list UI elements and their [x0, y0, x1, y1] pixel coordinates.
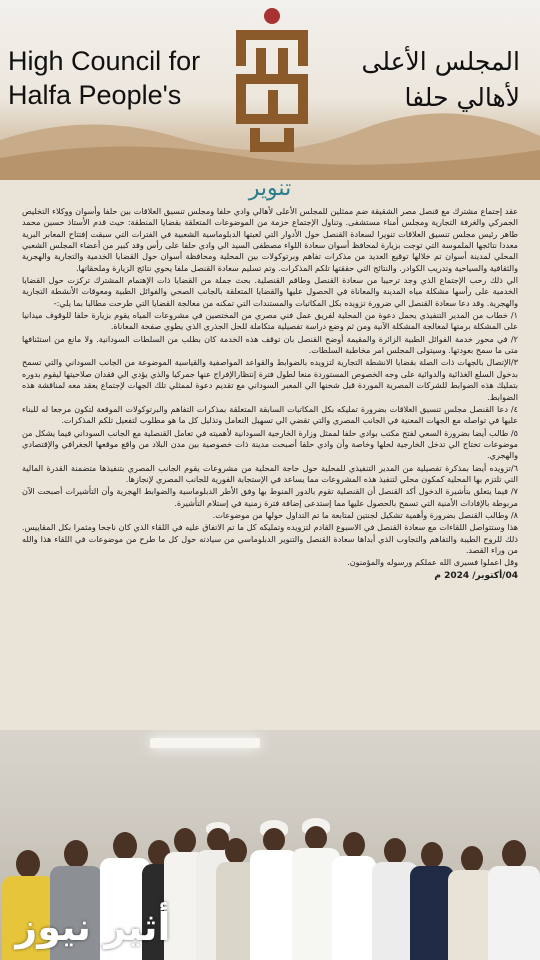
paragraph: عقد إجتماع مشترك مع قنصل مصر الشقيقة ضم ممثلين للمجلس الأعلى لأهالي وادي حلفا ومجلس تنسيق العلاقات بين حلفا وأسوان ووكلاء التخليص الجمركي والغرفة التجارية ومجلس أمناء مستشفى. وتناول الإجتماع حزمة من الموضوعات المتعلقة بقضايا المنطقة: حيث قدم الأستاذ حسين محمد طاهر رئيس مجلس تنسيق العلاقات تنويرا لسعادة القنصل حول الأدوار التي لعبتها الدبلوماسية الشعبية في الفترات التي سبقت إفتتاح المعابر البرية معددا نتائجها الملموسة التي توجت بزيارة لمحافظ أسوان سعادة اللواء مصطفى السيد الي وادي حلفا على رأس وفد كبير من أعضاء المجلس الشعبي المحلي لمدينة أسوان تم خلالها توقيع العديد من مذكرات تفاهم وبرتوكولات بين المحلية ومحافظة أسوان حول القضايا الخدمية والتجارية والهجرية والثقافية والسياحية وتدريب الكوادر. والنتائج التي حققتها تلكم المذكرات. وتم تسليم سعادة القنصل ملفا يحوي نتائج الزيارة وملحقاتها.: [22, 206, 518, 273]
paragraph: هذا وستتواصل اللقاءات مع سعادة القنصل في الاسبوع القادم لتزويده وتمليكه كل ما تم الاتفاق عليه في اللقاء الذي كان ناجحا ومثمرا بكل المقاييس. ذلك للروح الطيبة والتفاهم والتجاوب الذي أبداها سعادة القنصل والتنوير الدبلوماسي من سيادته حول كل ما طرح من موضوعات في اللقاء هذا والله من وراء القصد.: [22, 522, 518, 555]
paragraph: ٥/ طالب أيضا بضرورة السعي لفتح مكتب بوادي حلفا لممثل وزارة الخارجية السودانية لأهميته في تعامل القنصلية مع الجانب السوداني فيما يشكل من موضوعات تحتاج الي تدخل الخارجية لحلها وخاصة وأن وادي حلفا أصبحت مدينة ذات خصوصية بين مدن البلاد من واقع موقعها الجغرافي والإقتصادي والهجري.: [22, 427, 518, 461]
header-banner: [0, 0, 540, 180]
title-ar-line2: لأهالي حلفا: [404, 83, 520, 112]
section-title: تنوير: [248, 176, 292, 201]
paragraph: ٨/ وطالب القنصل بضرورة وأهمية تشكيل لجنتين لمتابعة ما تم التداول حولها من موضوعات.: [212, 509, 518, 520]
closing-verse: وقل اعملوا فسيرى الله عملكم ورسوله والمؤمنون.: [347, 557, 518, 568]
paragraph: ٢/ في محور خدمة الفوائل الطبية الزائرة والمقيمة أوضح القنصل بان توقف هذه الخدمة كان بطلب من السلطات السودانية. ولا مانع من استئنافها متى ما سمح بعودتها. وسيتولى المجلس امر مخاطبة السلطات.: [22, 333, 518, 356]
paragraph: الي ذلك رحب الإجتماع الذي وجد ترحيبا من سعادة القنصل وطاقم القنصلية. بحث جملة من القضايا ذات الإهتمام المشترك تركزت حول القضايا الخدمية على رأسها مشكلة مياه المدينة والمعاناة في الحصول عليها والقضايا المتعلقة بالجانب الصحي والفوائل الطبية ومعوقات الأنشطة التجارية والهجرية. وقد دعا سعادة القنصل الي ضرورة تزويده بكل المكاتبات والمستندات التي تمكنه من معالجة القضايا التي طرحت مطالبا بما يلي:-: [22, 275, 518, 308]
paragraph: ٣/الإتصال بالجهات ذات الصلة بقضايا الانشطة التجارية لتزويده بالضوابط والقواعد المواصفية والقياسية الموضوعة من الجانب السوداني والتي تسمح بدخول السلع الغذائية والدوائية على وجه الخصوص المستوردة منعا لطول فترة إنتظارالإفراج عنها جمركيا والذي يؤدي الي فقدان صلاحيتها ليقوم بدوره بتمليك هذه الضوابط للشركات المصرية الموردة قبل شحنها الي المعبر السوداني مع تقديم دعوة لممثلي تلك الجهات لإجتماع يعقد معه لمناقشة هذه الضوابط.: [22, 357, 518, 402]
person-figure: [488, 840, 540, 960]
document-body: [22, 206, 518, 726]
paragraph: ١/ خطاب من المدير التنفيذي يحمل دعوة من المحلية لفريق عمل فني مصري من المختصين في مشروعات المياه يقوم بزيارة حلفا للوقوف ميدانيا على المشكلة برمتها لمعالجة المشكلة الآنية ومن ثم وضع دراسة تفصيلية متكاملة للحل الجذري الذي يطوي صفحة المعاناة.: [22, 310, 518, 332]
title-ar-line1: المجلس الأعلى: [361, 47, 520, 76]
document-date: 04/أكتوبر/ 2024 م: [434, 570, 518, 581]
ceiling-light: [150, 738, 260, 748]
council-logo: [228, 4, 316, 154]
council-title-english: [8, 44, 238, 112]
person-figure: [250, 820, 298, 960]
paragraph: ٦/تزويده أيضا بمذكرة تفصيلية من المدير التنفيذي للمحلية حول حاجة المحلية من مشروعات يقوم الجانب المصري بتنفيذها متضمنة القدرة المالية التي تلتزم بها المحلية كمكون محلي لتنفيذ هذه المشروعات مما يساعد في الإستجابة الفورية للجانب المصري لإنجازها.: [22, 462, 518, 484]
person-figure: [332, 832, 376, 960]
title-en-line1: High Council for: [8, 46, 201, 76]
news-watermark-logo: أثير نيوز: [15, 905, 171, 949]
paragraph: ٧/ فيما يتعلق بتأشيرة الدخول أكد القنصل أن القنصلية تقوم بالدور المنوط بها وفق الأطر الدبلوماسية والضوابط الهجرية وأن التأشيرات أصبحت الآن مربوطة بالإفادات الأمنية التي تسمح بالحصول عليها مما إستدعى إضافة فترة زمنية في إستلام التأشيرة.: [22, 486, 518, 508]
council-title-arabic: [330, 44, 520, 116]
title-en-line2: Halfa People's: [8, 80, 182, 110]
paragraph: ٤/ دعا القنصل مجلس تنسيق العلاقات بضرورة تمليكه بكل المكاتبات السابقة المتعلقة بمذكرات التفاهم والبرتوكولات الموقعة لتكون مرجعا له للبناء عليها في تواصله مع الجهات المعنية في الجانب المصري والتي تقضي الي تسهيل التعامل وتذليل كل ما هو مطلوب لتفعيل تلكم المذكرات.: [22, 403, 518, 426]
